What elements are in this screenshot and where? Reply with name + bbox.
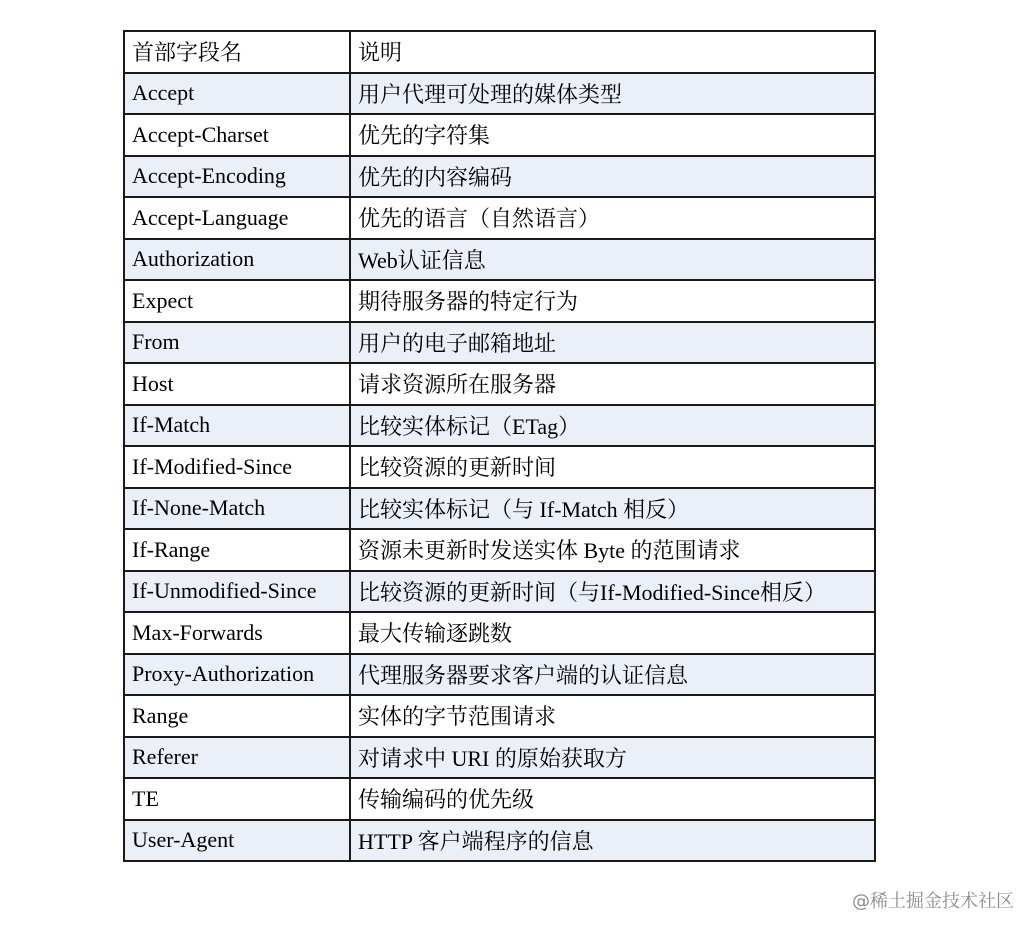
description-cell: 优先的字符集 bbox=[350, 114, 875, 156]
description-cell: 请求资源所在服务器 bbox=[350, 363, 875, 405]
description-cell: 实体的字节范围请求 bbox=[350, 695, 875, 737]
table-row bbox=[124, 114, 875, 156]
field-name-cell: If-Range bbox=[124, 529, 350, 571]
field-name-cell: TE bbox=[124, 778, 350, 820]
field-name-cell: Expect bbox=[124, 280, 350, 322]
column-header-field: 首部字段名 bbox=[124, 31, 350, 73]
field-name-cell: Accept-Encoding bbox=[124, 156, 350, 198]
description-cell: 优先的语言（自然语言） bbox=[350, 197, 875, 239]
table-row bbox=[124, 73, 875, 115]
table-row bbox=[124, 820, 875, 862]
field-name-cell: User-Agent bbox=[124, 820, 350, 862]
table-row bbox=[124, 405, 875, 447]
table-row bbox=[124, 488, 875, 530]
field-name-cell: From bbox=[124, 322, 350, 364]
description-cell: 代理服务器要求客户端的认证信息 bbox=[350, 654, 875, 696]
table-row bbox=[124, 654, 875, 696]
description-cell: 对请求中 URI 的原始获取方 bbox=[350, 737, 875, 779]
description-cell: HTTP 客户端程序的信息 bbox=[350, 820, 875, 862]
field-name-cell: If-None-Match bbox=[124, 488, 350, 530]
description-cell: Web认证信息 bbox=[350, 239, 875, 281]
description-cell: 用户的电子邮箱地址 bbox=[350, 322, 875, 364]
description-cell: 优先的内容编码 bbox=[350, 156, 875, 198]
table-row bbox=[124, 322, 875, 364]
table-row bbox=[124, 239, 875, 281]
description-cell: 比较实体标记（ETag） bbox=[350, 405, 875, 447]
description-cell: 比较实体标记（与 If-Match 相反） bbox=[350, 488, 875, 530]
field-name-cell: Max-Forwards bbox=[124, 612, 350, 654]
table-row bbox=[124, 156, 875, 198]
table-row bbox=[124, 695, 875, 737]
field-name-cell: If-Match bbox=[124, 405, 350, 447]
description-cell: 比较资源的更新时间（与If-Modified-Since相反） bbox=[350, 571, 875, 613]
table-row bbox=[124, 571, 875, 613]
description-cell: 比较资源的更新时间 bbox=[350, 446, 875, 488]
table-row bbox=[124, 612, 875, 654]
field-name-cell: Range bbox=[124, 695, 350, 737]
field-name-cell: Accept-Language bbox=[124, 197, 350, 239]
field-name-cell: Proxy-Authorization bbox=[124, 654, 350, 696]
field-name-cell: Authorization bbox=[124, 239, 350, 281]
table-row bbox=[124, 363, 875, 405]
description-cell: 期待服务器的特定行为 bbox=[350, 280, 875, 322]
description-cell: 最大传输逐跳数 bbox=[350, 612, 875, 654]
field-name-cell: Accept-Charset bbox=[124, 114, 350, 156]
column-header-description: 说明 bbox=[350, 31, 875, 73]
table-row bbox=[124, 280, 875, 322]
field-name-cell: If-Modified-Since bbox=[124, 446, 350, 488]
table-body bbox=[124, 31, 875, 861]
table-row bbox=[124, 197, 875, 239]
table-row bbox=[124, 529, 875, 571]
description-cell: 传输编码的优先级 bbox=[350, 778, 875, 820]
table-row bbox=[124, 446, 875, 488]
field-name-cell: Host bbox=[124, 363, 350, 405]
table-row bbox=[124, 737, 875, 779]
field-name-cell: If-Unmodified-Since bbox=[124, 571, 350, 613]
field-name-cell: Accept bbox=[124, 73, 350, 115]
request-header-fields-table bbox=[123, 30, 876, 862]
description-cell: 用户代理可处理的媒体类型 bbox=[350, 73, 875, 115]
field-name-cell: Referer bbox=[124, 737, 350, 779]
watermark: @稀土掘金技术社区 bbox=[852, 891, 1014, 912]
description-cell: 资源未更新时发送实体 Byte 的范围请求 bbox=[350, 529, 875, 571]
table-header-row bbox=[124, 31, 875, 73]
table-row bbox=[124, 778, 875, 820]
